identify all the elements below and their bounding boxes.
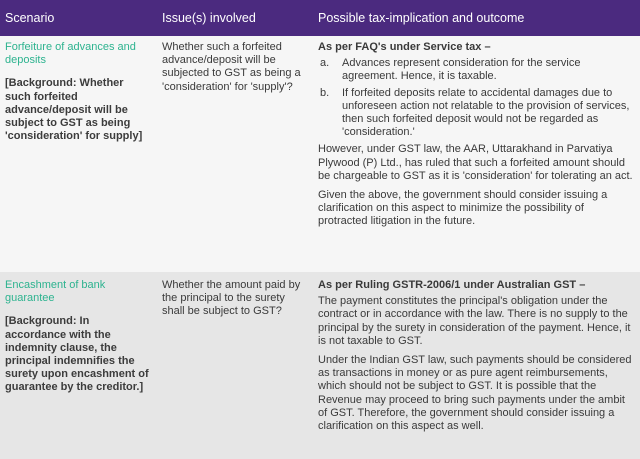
issue-cell: Whether the amount paid by the principal to the surety shall be subject to GST? <box>162 279 301 318</box>
implication-paragraph: Under the Indian GST law, such payments should be considered as transactions in money or as pure agent reimbursements, which should not be subject to GST. It is possible that the Revenue may proceed to bring such payments under the ambit of GST. Therefore, the government should consider issuing a clarification on this aspect as well. <box>318 354 632 433</box>
list-item <box>318 87 634 140</box>
list-item <box>318 57 634 83</box>
list-marker: a. <box>320 57 330 70</box>
header-implication: Possible tax-implication and outcome <box>318 11 525 25</box>
table-row <box>0 36 640 272</box>
implication-list <box>318 57 634 139</box>
header-issues: Issue(s) involved <box>162 11 256 25</box>
implication-heading: As per FAQ's under Service tax – <box>318 41 491 53</box>
table-row <box>0 272 640 459</box>
implication-cell <box>318 41 634 235</box>
implication-paragraph: However, under GST law, the AAR, Uttarakhand in Parvatiya Plywood (P) Ltd., has ruled that such a forfeited amount should be chargeable to GST as it is 'consideration' for tolerating an act. <box>318 143 633 182</box>
list-item-text: If forfeited deposits relate to accidental damages due to unforeseen action not relatable to the provision of services, then such forfeited deposit would not be regarded as 'consideration.' <box>342 86 630 139</box>
issue-cell: Whether such a forfeited advance/deposit will be subjected to GST as being a 'consideration' for 'supply'? <box>162 41 301 93</box>
scenario-title: Forfeiture of advances and deposits <box>5 41 136 67</box>
table-header <box>0 0 640 36</box>
implication-cell <box>318 279 634 439</box>
list-item-text: Advances represent consideration for the service agreement. Hence, it is taxable. <box>342 57 581 83</box>
scenario-background: [Background: In accordance with the indemnity clause, the principal indemnifies the surety upon encashment of guarantee by the creditor.] <box>5 315 149 394</box>
implication-heading: As per Ruling GSTR-2006/1 under Australian GST – <box>318 279 586 291</box>
list-marker: b. <box>320 86 330 99</box>
header-scenario: Scenario <box>5 11 55 25</box>
implication-paragraph: Given the above, the government should consider issuing a clarification on this aspect to minimize the possibility of protracted litigation in the future. <box>318 189 608 228</box>
scenario-cell <box>5 279 150 395</box>
implication-paragraph: The payment constitutes the principal's obligation under the contract or in accordance with the law. There is no supply to the principal by the surety in consideration of the payment. Hence, it is not taxable to GST. <box>318 295 631 347</box>
scenario-title: Encashment of bank guarantee <box>5 279 106 305</box>
scenario-background: [Background: Whether such forfeited advance/deposit will be subject to GST as being 'consideration' for supply] <box>5 77 143 143</box>
scenario-cell <box>5 41 150 143</box>
